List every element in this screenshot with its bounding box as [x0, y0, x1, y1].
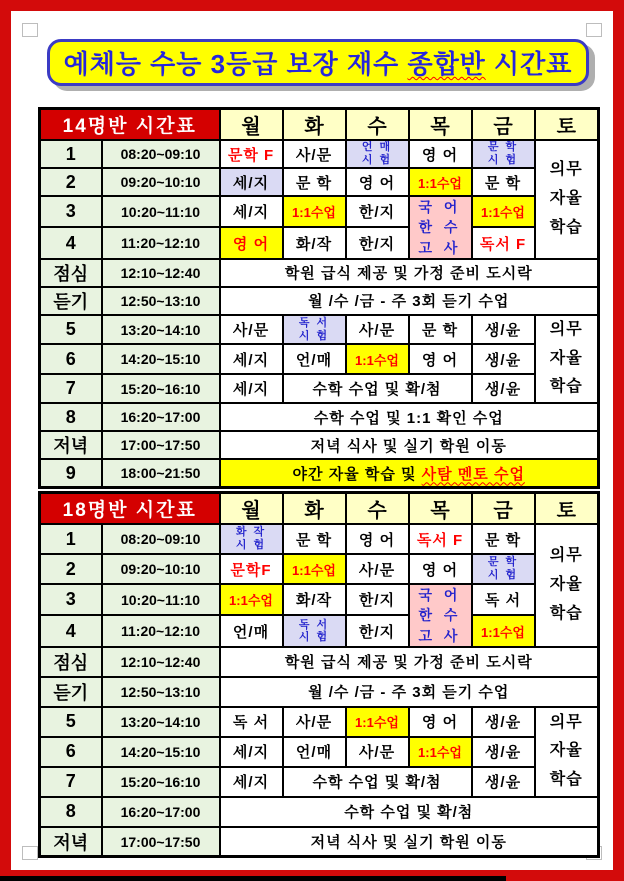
- schedule-cell: 언/매: [283, 737, 346, 767]
- day-header: 금: [472, 493, 535, 525]
- period-label: 7: [40, 374, 102, 403]
- schedule-cell: 사/문: [346, 554, 409, 584]
- schedule-cell: 한/지: [346, 227, 409, 258]
- schedule-cell: 월 /수 /금 - 주 3회 듣기 수업: [220, 287, 599, 315]
- schedule-cell: 언/매: [283, 344, 346, 373]
- title-segment: 시간표: [485, 49, 573, 79]
- time-range: 10:20~11:10: [102, 196, 220, 227]
- period-label: 점심: [40, 259, 102, 287]
- period-label: 듣기: [40, 287, 102, 315]
- schedule-cell: 문 학: [472, 524, 535, 554]
- schedule-cell: 수학 수업 및 확/첨: [220, 797, 599, 827]
- schedule-cell: 수학 수업 및 확/첨: [283, 767, 472, 797]
- cell-line: 시 험: [487, 569, 519, 581]
- schedule-cell: 사/문: [346, 737, 409, 767]
- schedule-cell: 생/윤: [472, 737, 535, 767]
- cell-segment: 야간 자율 학습 및: [292, 465, 422, 483]
- schedule-cell: [472, 554, 535, 584]
- cell-line: 자율: [549, 576, 583, 594]
- schedule-cell: 1:1수업: [346, 344, 409, 373]
- cell-line: 언 매: [361, 141, 393, 154]
- schedule-cell: [220, 459, 599, 487]
- period-label: 8: [40, 403, 102, 431]
- cell-line: 한 수: [418, 607, 462, 624]
- schedule-cell: 화/작: [283, 584, 346, 615]
- schedule-cell: 월 /수 /금 - 주 3회 듣기 수업: [220, 677, 599, 707]
- period-label: 6: [40, 344, 102, 373]
- period-label: 듣기: [40, 677, 102, 707]
- cell-line: 한 수: [418, 219, 462, 236]
- schedule-cell: 영 어: [346, 168, 409, 196]
- time-range: 16:20~17:00: [102, 403, 220, 431]
- schedule-cell: [472, 140, 535, 168]
- cell-line: 독 서: [298, 618, 330, 631]
- day-header: 월: [220, 493, 283, 525]
- time-range: 13:20~14:10: [102, 315, 220, 344]
- schedule-cell: 화/작: [283, 227, 346, 258]
- schedule-cell: 문 학: [283, 168, 346, 196]
- schedule-cell: 세/지: [220, 737, 283, 767]
- schedule-cell: 1:1수업: [283, 196, 346, 227]
- time-range: 18:00~21:50: [102, 459, 220, 487]
- cell-line: 학습: [549, 218, 583, 236]
- day-header: 월: [220, 109, 283, 141]
- schedule-cell: [220, 524, 283, 554]
- time-range: 12:10~12:40: [102, 259, 220, 287]
- schedule-cell: [409, 196, 472, 259]
- schedule-cell: 사/문: [283, 140, 346, 168]
- schedule-cell: 1:1수업: [346, 707, 409, 737]
- time-range: 13:20~14:10: [102, 707, 220, 737]
- schedule-cell: 독서 F: [472, 227, 535, 258]
- cell-line: 의무: [549, 161, 583, 179]
- time-range: 09:20~10:10: [102, 168, 220, 196]
- cell-line: 학습: [549, 771, 583, 789]
- schedule-cell: 영 어: [409, 707, 472, 737]
- schedule-cell: 세/지: [220, 168, 283, 196]
- page-title: [64, 44, 573, 81]
- schedule-cell: 문 학: [472, 168, 535, 196]
- day-header: 토: [535, 109, 599, 141]
- time-range: 17:00~17:50: [102, 431, 220, 459]
- schedule-cell: 세/지: [220, 344, 283, 373]
- cell-line: 국 어: [418, 199, 462, 215]
- time-range: 12:50~13:10: [102, 677, 220, 707]
- schedule-cell: 문학F: [220, 554, 283, 584]
- schedule-cell: 1:1수업: [409, 168, 472, 196]
- period-label: 저녁: [40, 827, 102, 857]
- period-label: 4: [40, 227, 102, 258]
- schedule-cell: 수학 수업 및 1:1 확인 수업: [220, 403, 599, 431]
- schedule-cell: 한/지: [346, 584, 409, 615]
- schedule-cell: 학원 급식 제공 및 가정 준비 도시락: [220, 259, 599, 287]
- period-label: 5: [40, 315, 102, 344]
- schedule-cell: 한/지: [346, 615, 409, 646]
- timetable-14: [38, 107, 600, 489]
- schedule-cell: [535, 315, 599, 403]
- period-label: 3: [40, 584, 102, 615]
- corner-mark: [586, 23, 602, 37]
- period-label: 4: [40, 615, 102, 646]
- page-title-box: [47, 39, 589, 86]
- period-label: 5: [40, 707, 102, 737]
- time-range: 12:10~12:40: [102, 647, 220, 677]
- schedule-cell: 사/문: [283, 707, 346, 737]
- time-range: 15:20~16:10: [102, 767, 220, 797]
- schedule-cell: 1:1수업: [283, 554, 346, 584]
- schedule-cell: [409, 584, 472, 647]
- period-label: 2: [40, 554, 102, 584]
- schedule-cell: 독 서: [472, 584, 535, 615]
- time-range: 14:20~15:10: [102, 737, 220, 767]
- cell-line: 시 험: [361, 154, 393, 166]
- timetable-18: [38, 491, 600, 858]
- schedule-cell: 영 어: [220, 227, 283, 258]
- schedule-cell: [535, 524, 599, 647]
- corner-mark: [22, 23, 38, 37]
- cell-line: 독 서: [298, 316, 330, 329]
- period-label: 점심: [40, 647, 102, 677]
- cell-line: 시 험: [235, 539, 267, 551]
- schedule-cell: 1:1수업: [409, 737, 472, 767]
- cell-segment: 사탐 멘토 수업: [421, 465, 525, 483]
- period-label: 저녁: [40, 431, 102, 459]
- period-label: 8: [40, 797, 102, 827]
- day-header: 목: [409, 109, 472, 141]
- cell-line: 학습: [549, 378, 583, 396]
- schedule-cell: 독서 F: [409, 524, 472, 554]
- schedule-cell: 생/윤: [472, 374, 535, 403]
- schedule-cell: 1:1수업: [472, 615, 535, 646]
- schedule-cell: 영 어: [409, 554, 472, 584]
- day-header: 수: [346, 109, 409, 141]
- time-range: 11:20~12:10: [102, 615, 220, 646]
- time-range: 08:20~09:10: [102, 524, 220, 554]
- time-range: 12:50~13:10: [102, 287, 220, 315]
- schedule-cell: 세/지: [220, 374, 283, 403]
- cell-line: 학습: [549, 604, 583, 622]
- schedule-cell: 1:1수업: [472, 196, 535, 227]
- schedule-cell: 생/윤: [472, 344, 535, 373]
- cell-line: 의무: [549, 320, 583, 338]
- title-segment: 종합반: [407, 49, 486, 79]
- schedule-cell: [535, 140, 599, 259]
- time-range: 11:20~12:10: [102, 227, 220, 258]
- schedule-cell: 문 학: [283, 524, 346, 554]
- day-header: 수: [346, 493, 409, 525]
- time-range: 10:20~11:10: [102, 584, 220, 615]
- cell-line: 시 험: [298, 329, 330, 342]
- time-range: 16:20~17:00: [102, 797, 220, 827]
- day-header: 화: [283, 493, 346, 525]
- schedule-cell: 저녁 식사 및 실기 학원 이동: [220, 431, 599, 459]
- schedule-cell: 문학 F: [220, 140, 283, 168]
- cell-line: 자율: [549, 190, 583, 208]
- schedule-cell: [346, 140, 409, 168]
- cell-line: 의무: [549, 547, 583, 565]
- schedule-cell: 사/문: [346, 315, 409, 344]
- schedule-cell: 세/지: [220, 196, 283, 227]
- period-label: 2: [40, 168, 102, 196]
- schedule-cell: [283, 615, 346, 646]
- schedule-cell: 생/윤: [472, 707, 535, 737]
- day-header: 화: [283, 109, 346, 141]
- cell-line: 고 사: [418, 239, 462, 256]
- bottom-edge-artifact: [0, 876, 506, 881]
- table-title: 14명반 시간표: [40, 109, 220, 141]
- schedule-cell: 세/지: [220, 767, 283, 797]
- title-segment: 예체능 수능 3등급 보장 재수: [63, 49, 408, 79]
- period-label: 3: [40, 196, 102, 227]
- schedule-cell: 한/지: [346, 196, 409, 227]
- schedule-cell: 생/윤: [472, 767, 535, 797]
- cell-line: 국 어: [418, 587, 462, 603]
- time-range: 17:00~17:50: [102, 827, 220, 857]
- schedule-cell: 독 서: [220, 707, 283, 737]
- table-title: 18명반 시간표: [40, 493, 220, 525]
- period-label: 6: [40, 737, 102, 767]
- cell-line: 문 학: [487, 556, 519, 569]
- period-label: 1: [40, 524, 102, 554]
- day-header: 목: [409, 493, 472, 525]
- cell-line: 자율: [549, 349, 583, 367]
- schedule-cell: 영 어: [409, 140, 472, 168]
- period-label: 7: [40, 767, 102, 797]
- day-header: 금: [472, 109, 535, 141]
- cell-line: 화 작: [235, 526, 267, 539]
- schedule-cell: 생/윤: [472, 315, 535, 344]
- schedule-cell: 영 어: [346, 524, 409, 554]
- cell-line: 의무: [549, 713, 583, 731]
- schedule-cell: 사/문: [220, 315, 283, 344]
- time-range: 14:20~15:10: [102, 344, 220, 373]
- cell-line: 자율: [549, 742, 583, 760]
- time-range: 09:20~10:10: [102, 554, 220, 584]
- period-label: 9: [40, 459, 102, 487]
- corner-mark: [22, 846, 38, 860]
- schedule-cell: 수학 수업 및 확/첨: [283, 374, 472, 403]
- schedule-cell: 학원 급식 제공 및 가정 준비 도시락: [220, 647, 599, 677]
- schedule-cell: [283, 315, 346, 344]
- time-range: 15:20~16:10: [102, 374, 220, 403]
- day-header: 토: [535, 493, 599, 525]
- schedule-cell: 1:1수업: [220, 584, 283, 615]
- schedule-cell: 언/매: [220, 615, 283, 646]
- cell-line: 문 학: [487, 141, 519, 154]
- cell-line: 시 험: [487, 154, 519, 166]
- schedule-cell: 영 어: [409, 344, 472, 373]
- schedule-cell: [535, 707, 599, 797]
- schedule-cell: 저녁 식사 및 실기 학원 이동: [220, 827, 599, 857]
- period-label: 1: [40, 140, 102, 168]
- schedule-cell: 문 학: [409, 315, 472, 344]
- time-range: 08:20~09:10: [102, 140, 220, 168]
- cell-line: 시 험: [298, 631, 330, 644]
- cell-line: 고 사: [418, 627, 462, 644]
